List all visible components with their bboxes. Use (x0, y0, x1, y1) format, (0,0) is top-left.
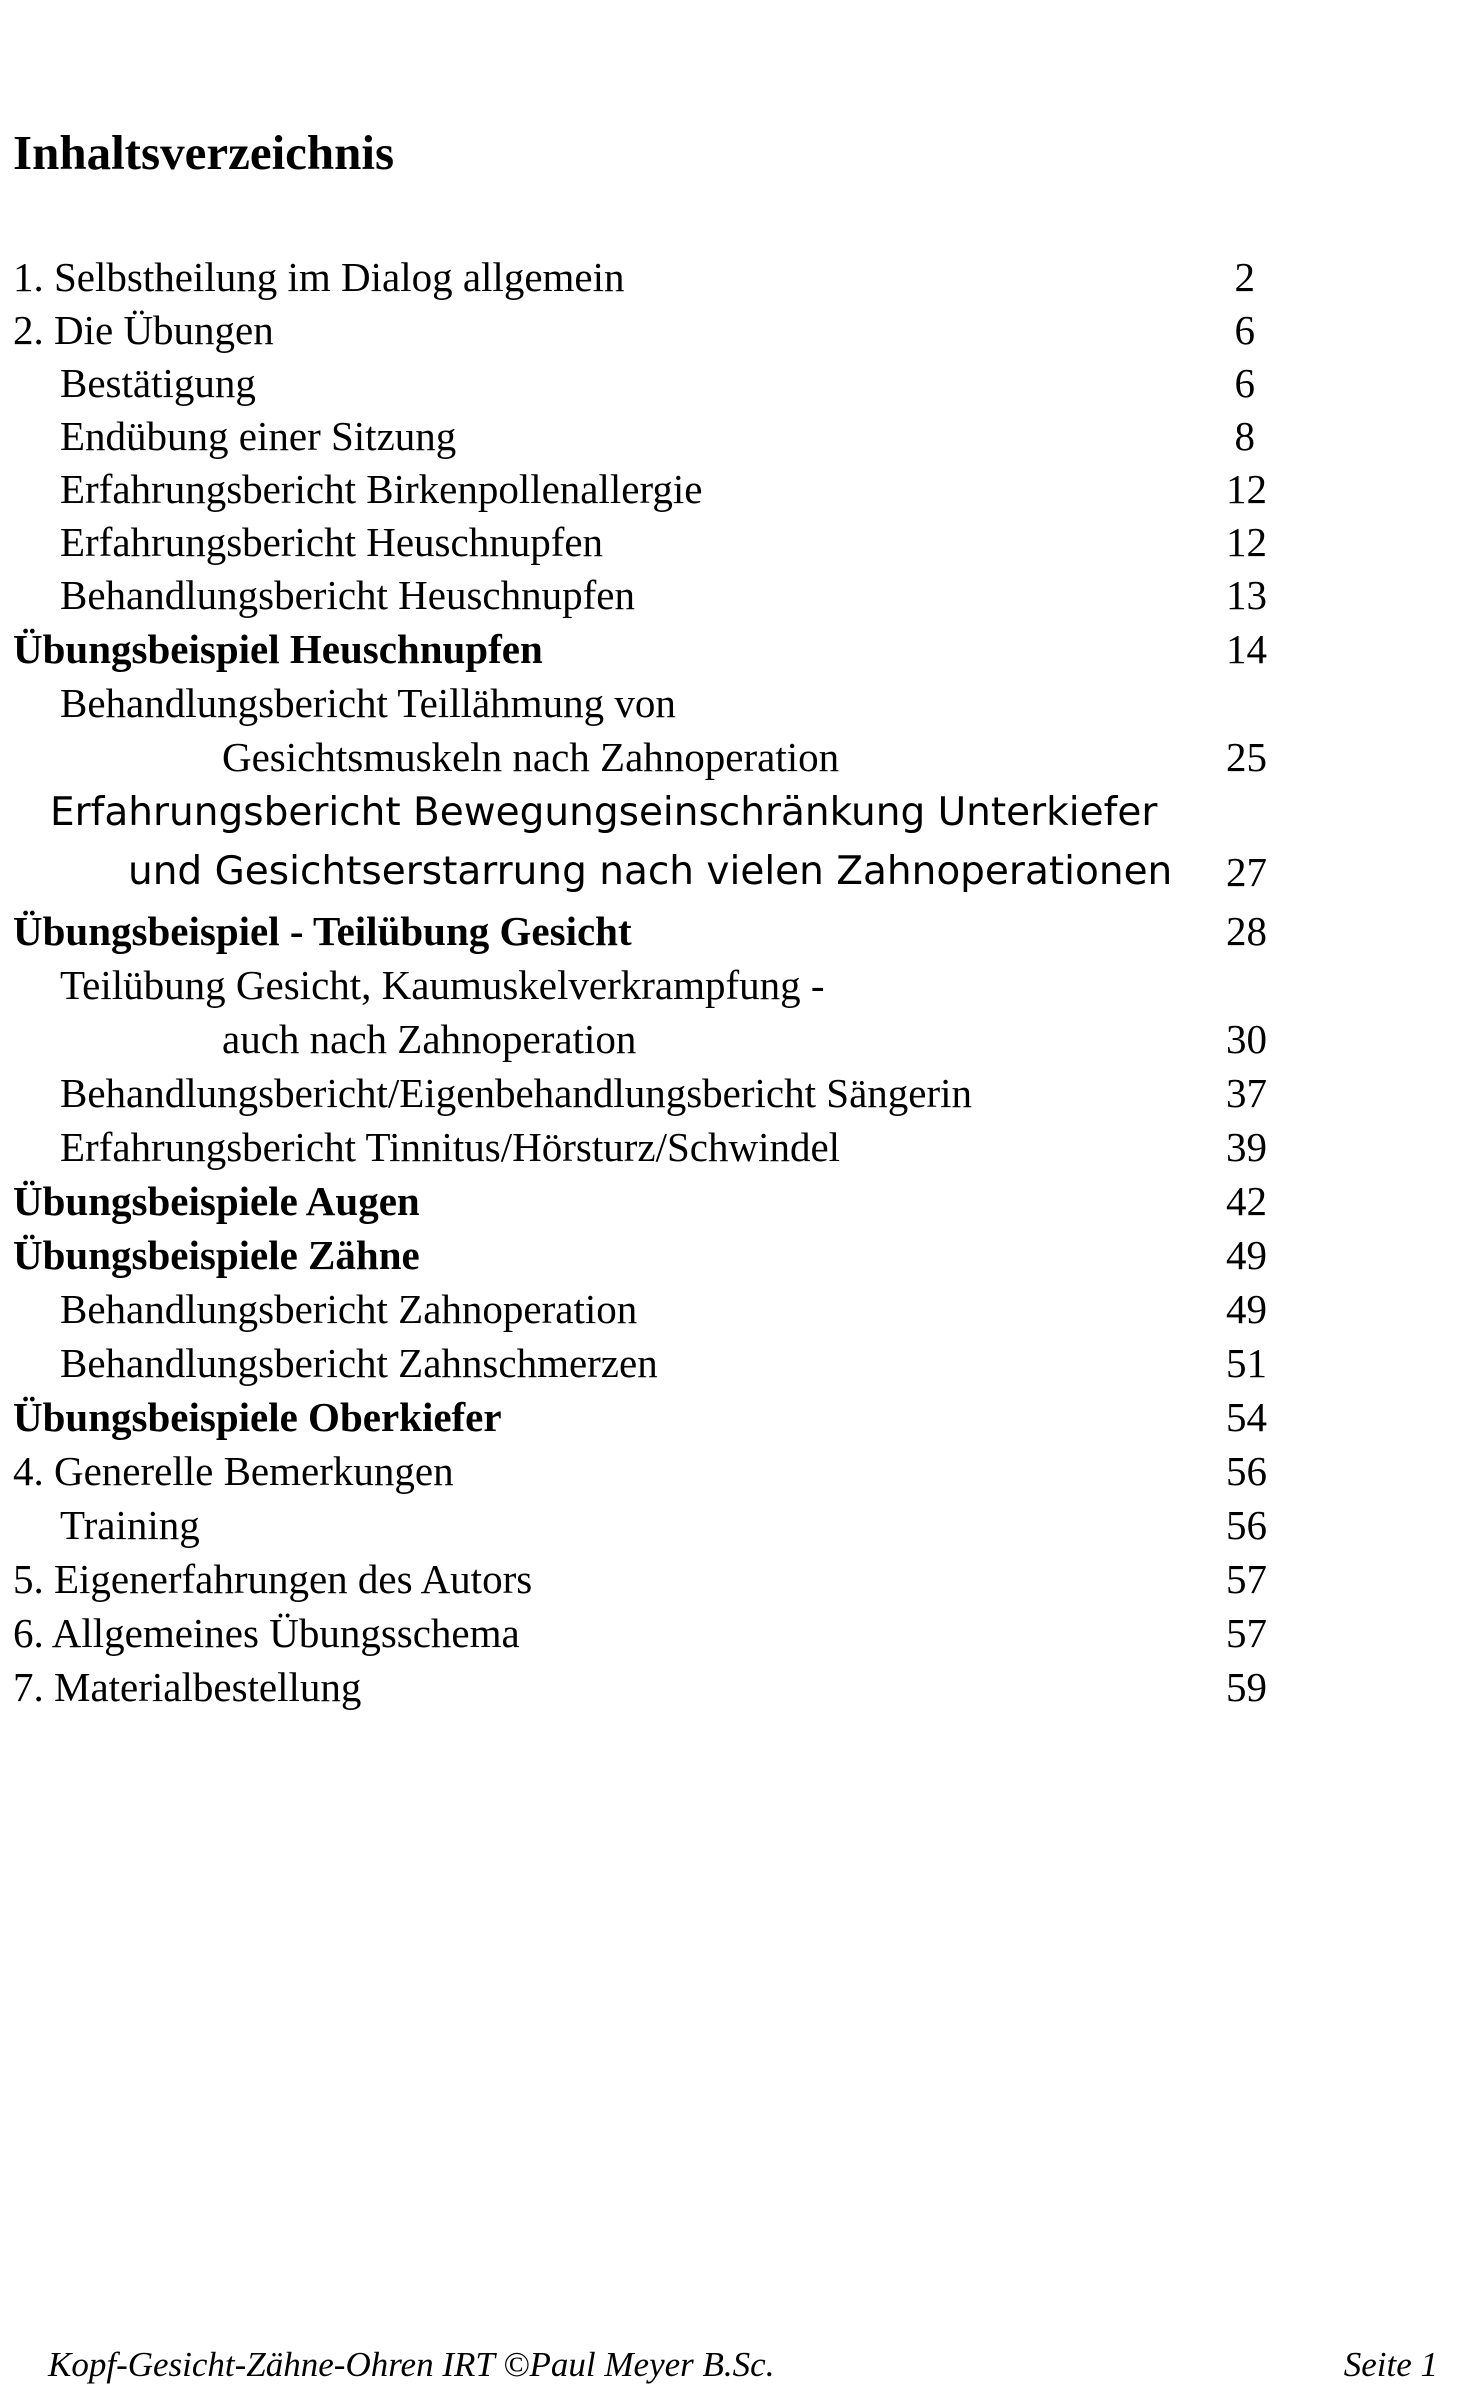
toc-entry-title: 7. Materialbestellung (13, 1664, 362, 1710)
toc-entry-page: 2 (1234, 254, 1255, 300)
toc-entry (0, 676, 1482, 730)
toc-entry (0, 250, 1482, 304)
toc-entry-page: 59 (1226, 1664, 1267, 1710)
toc-entry-page: 25 (1226, 734, 1267, 780)
toc-entry (0, 356, 1482, 410)
footer-page-number: Seite 1 (1343, 2345, 1438, 2384)
toc-entry-page: 12 (1226, 519, 1267, 565)
toc-entry-title: Gesichtsmuskeln nach Zahnoperation (222, 734, 840, 780)
toc-entry-page: 57 (1226, 1610, 1267, 1656)
toc-entry (0, 515, 1482, 569)
toc-entry-title: Behandlungsbericht Zahnschmerzen (60, 1340, 658, 1386)
page-title: Inhaltsverzeichnis (13, 125, 395, 180)
toc-entry (0, 409, 1482, 463)
toc-entry-title: Übungsbeispiel - Teilübung Gesicht (13, 908, 632, 954)
footer-document-title: Kopf-Gesicht-Zähne-Ohren IRT ©Paul Meyer B.Sc. (48, 2345, 775, 2384)
toc-entry-page: 56 (1226, 1448, 1267, 1494)
toc-entry-title: Teilübung Gesicht, Kaumuskelverkrampfung - (60, 962, 825, 1008)
toc-entry-title: Behandlungsbericht/Eigenbehandlungsbericht Sängerin (60, 1070, 973, 1116)
toc-entry (0, 904, 1482, 958)
toc-entry-page: 49 (1226, 1232, 1267, 1278)
toc-entry-title: Übungsbeispiel Heuschnupfen (13, 626, 543, 672)
toc-entry (0, 1066, 1482, 1120)
toc-entry (0, 622, 1482, 676)
toc-entry (0, 462, 1482, 516)
toc-entry (0, 845, 1482, 899)
toc-entry (0, 958, 1482, 1012)
toc-entry-title: 1. Selbstheilung im Dialog allgemein (13, 254, 625, 300)
toc-entry (0, 1012, 1482, 1066)
toc-entry (0, 1390, 1482, 1444)
toc-entry-page: 27 (1226, 849, 1267, 895)
toc-entry (0, 1444, 1482, 1498)
toc-entry-title: Behandlungsbericht Teillähmung von (60, 680, 676, 726)
toc-entry-title: 2. Die Übungen (13, 307, 274, 353)
toc-entry-page: 56 (1226, 1502, 1267, 1548)
toc-entry (0, 1336, 1482, 1390)
toc-entry-title: 4. Generelle Bemerkungen (13, 1448, 454, 1494)
toc-entry (0, 303, 1482, 357)
toc-entry-title: Erfahrungsbericht Tinnitus/Hörsturz/Schwindel (60, 1124, 841, 1170)
toc-entry-title: Training (60, 1502, 200, 1548)
toc-entry (0, 1174, 1482, 1228)
toc-entry-title: auch nach Zahnoperation (222, 1016, 637, 1062)
toc-entry-page: 6 (1234, 307, 1255, 353)
toc-entry-title: Übungsbeispiele Augen (13, 1178, 420, 1224)
toc-entry-page: 14 (1226, 626, 1267, 672)
toc-entry-title: 5. Eigenerfahrungen des Autors (13, 1556, 533, 1602)
toc-entry-title: und Gesichtserstarrung nach vielen Zahnoperationen (128, 849, 1173, 894)
toc-entry (0, 1228, 1482, 1282)
toc-entry (0, 1120, 1482, 1174)
toc-entry-page: 30 (1226, 1016, 1267, 1062)
toc-entry-page: 57 (1226, 1556, 1267, 1602)
toc-entry-title: Erfahrungsbericht Heuschnupfen (60, 519, 604, 565)
toc-entry-page: 39 (1226, 1124, 1267, 1170)
toc-entry (0, 568, 1482, 622)
toc-entry-title: Endübung einer Sitzung (60, 413, 457, 459)
toc-entry (0, 1498, 1482, 1552)
toc-entry (0, 730, 1482, 784)
page-footer (48, 2343, 1438, 2387)
toc-entry-title: Übungsbeispiele Zähne (13, 1232, 420, 1278)
toc-entry-title: Übungsbeispiele Oberkiefer (13, 1394, 502, 1440)
toc-entry-title: Behandlungsbericht Heuschnupfen (60, 572, 635, 618)
toc-entry-page: 51 (1226, 1340, 1267, 1386)
toc-entry (0, 1552, 1482, 1606)
toc-entry (0, 1606, 1482, 1660)
toc-entry-page: 8 (1234, 413, 1255, 459)
toc-entry-title: Behandlungsbericht Zahnoperation (60, 1286, 638, 1332)
toc-entry (0, 1282, 1482, 1336)
toc-entry (0, 786, 1482, 840)
toc-entry-page: 6 (1234, 360, 1255, 406)
toc-entry-title: Erfahrungsbericht Bewegungseinschränkung Unterkiefer (50, 790, 1158, 835)
toc-entry-title: Bestätigung (60, 360, 256, 406)
toc-entry-title: 6. Allgemeines Übungsschema (13, 1610, 520, 1656)
toc-entry-page: 49 (1226, 1286, 1267, 1332)
toc-entry (0, 1660, 1482, 1714)
toc-entry-page: 42 (1226, 1178, 1267, 1224)
toc-entry-page: 28 (1226, 908, 1267, 954)
toc-entry-page: 37 (1226, 1070, 1267, 1116)
toc-entry-page: 13 (1226, 572, 1267, 618)
toc-entry-page: 54 (1226, 1394, 1267, 1440)
toc-entry-page: 12 (1226, 466, 1267, 512)
toc-entry-title: Erfahrungsbericht Birkenpollenallergie (60, 466, 703, 512)
